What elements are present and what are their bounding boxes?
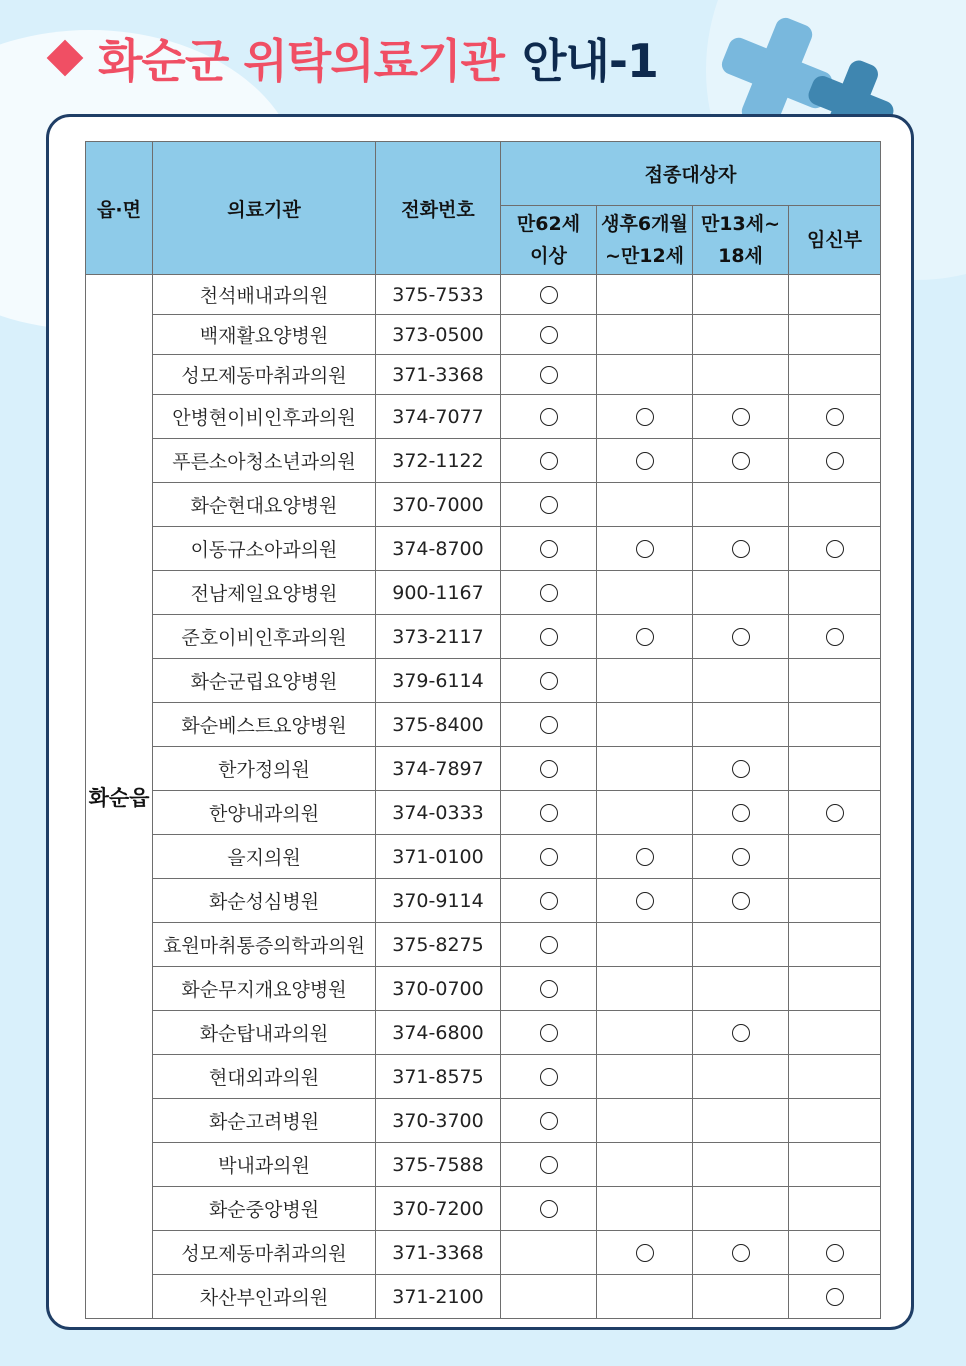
target-cell [501, 879, 597, 923]
circle-mark-icon [826, 1244, 844, 1262]
circle-mark-icon [732, 628, 750, 646]
circle-mark-icon [540, 628, 558, 646]
table-row [86, 1231, 881, 1275]
institution-name: 준호이비인후과의원 [153, 615, 376, 659]
phone-number: 374-6800 [376, 1011, 501, 1055]
circle-mark-icon [732, 540, 750, 558]
target-cell [597, 1143, 693, 1187]
circle-mark-icon [732, 452, 750, 470]
circle-mark-icon [732, 760, 750, 778]
phone-number: 371-2100 [376, 1275, 501, 1319]
table-row [86, 355, 881, 395]
circle-mark-icon [636, 848, 654, 866]
target-cell [501, 355, 597, 395]
circle-mark-icon [540, 848, 558, 866]
circle-mark-icon [540, 804, 558, 822]
phone-number: 370-7200 [376, 1187, 501, 1231]
institution-name: 화순고려병원 [153, 1099, 376, 1143]
target-cell [789, 527, 881, 571]
table-row [86, 791, 881, 835]
target-cell [501, 571, 597, 615]
circle-mark-icon [826, 408, 844, 426]
circle-mark-icon [540, 584, 558, 602]
target-cell [597, 791, 693, 835]
institution-name: 화순중앙병원 [153, 1187, 376, 1231]
target-cell [597, 703, 693, 747]
circle-mark-icon [540, 936, 558, 954]
circle-mark-icon [540, 672, 558, 690]
page-title [52, 28, 658, 88]
phone-number: 379-6114 [376, 659, 501, 703]
table-row [86, 439, 881, 483]
institution-name: 안병현이비인후과의원 [153, 395, 376, 439]
circle-mark-icon [732, 408, 750, 426]
institution-name: 화순탑내과의원 [153, 1011, 376, 1055]
target-cell [597, 1231, 693, 1275]
target-cell [501, 835, 597, 879]
target-cell [693, 439, 789, 483]
institution-name: 성모제동마취과의원 [153, 1231, 376, 1275]
institution-name: 차산부인과의원 [153, 1275, 376, 1319]
circle-mark-icon [732, 1244, 750, 1262]
target-cell [693, 879, 789, 923]
circle-mark-icon [540, 1068, 558, 1086]
target-cell [693, 703, 789, 747]
target-cell [789, 483, 881, 527]
institution-name: 을지의원 [153, 835, 376, 879]
target-cell [789, 835, 881, 879]
target-cell [501, 703, 597, 747]
table-row [86, 747, 881, 791]
phone-number: 371-3368 [376, 1231, 501, 1275]
circle-mark-icon [540, 540, 558, 558]
target-cell [693, 527, 789, 571]
institution-name: 화순현대요양병원 [153, 483, 376, 527]
target-cell [693, 967, 789, 1011]
table-row [86, 615, 881, 659]
circle-mark-icon [636, 408, 654, 426]
circle-mark-icon [732, 804, 750, 822]
phone-number: 370-0700 [376, 967, 501, 1011]
phone-number: 370-9114 [376, 879, 501, 923]
phone-number: 371-8575 [376, 1055, 501, 1099]
diamond-bullet-icon [47, 40, 84, 77]
target-cell [501, 615, 597, 659]
circle-mark-icon [540, 286, 558, 304]
target-cell [597, 1055, 693, 1099]
target-cell [501, 791, 597, 835]
circle-mark-icon [540, 1112, 558, 1130]
table-row [86, 879, 881, 923]
phone-number: 370-7000 [376, 483, 501, 527]
circle-mark-icon [540, 326, 558, 344]
target-cell [501, 659, 597, 703]
institution-name: 화순무지개요양병원 [153, 967, 376, 1011]
target-cell [597, 1275, 693, 1319]
table-row [86, 1011, 881, 1055]
table-row [86, 315, 881, 355]
target-cell [789, 439, 881, 483]
target-cell [501, 1055, 597, 1099]
table-row [86, 703, 881, 747]
circle-mark-icon [732, 1024, 750, 1042]
circle-mark-icon [732, 848, 750, 866]
header-phone: 전화번호 [376, 142, 501, 275]
table-row [86, 1275, 881, 1319]
circle-mark-icon [540, 1024, 558, 1042]
target-cell [789, 747, 881, 791]
institution-name: 성모제동마취과의원 [153, 355, 376, 395]
phone-number: 374-8700 [376, 527, 501, 571]
header-target-pregnant: 임신부 [789, 206, 881, 275]
target-cell [597, 835, 693, 879]
target-cell [597, 923, 693, 967]
circle-mark-icon [826, 628, 844, 646]
target-cell [597, 879, 693, 923]
target-cell [789, 791, 881, 835]
circle-mark-icon [540, 496, 558, 514]
institution-name: 화순군립요양병원 [153, 659, 376, 703]
phone-number: 375-7533 [376, 275, 501, 315]
target-cell [693, 835, 789, 879]
header-institution: 의료기관 [153, 142, 376, 275]
target-cell [501, 923, 597, 967]
target-cell [693, 791, 789, 835]
circle-mark-icon [636, 892, 654, 910]
circle-mark-icon [540, 892, 558, 910]
circle-mark-icon [540, 366, 558, 384]
target-cell [789, 1099, 881, 1143]
institution-name: 푸른소아청소년과의원 [153, 439, 376, 483]
target-cell [501, 315, 597, 355]
institution-name: 이동규소아과의원 [153, 527, 376, 571]
circle-mark-icon [826, 452, 844, 470]
target-cell [693, 315, 789, 355]
target-cell [501, 395, 597, 439]
target-cell [501, 1099, 597, 1143]
target-cell [501, 439, 597, 483]
table-row [86, 571, 881, 615]
table-row [86, 483, 881, 527]
target-cell [789, 355, 881, 395]
circle-mark-icon [540, 716, 558, 734]
phone-number: 372-1122 [376, 439, 501, 483]
target-cell [789, 395, 881, 439]
target-cell [693, 1143, 789, 1187]
target-cell [597, 615, 693, 659]
target-cell [501, 1187, 597, 1231]
target-cell [597, 747, 693, 791]
target-cell [789, 1187, 881, 1231]
institution-table [85, 141, 881, 1319]
phone-number: 374-7077 [376, 395, 501, 439]
header-region: 읍·면 [86, 142, 153, 275]
phone-number: 375-7588 [376, 1143, 501, 1187]
phone-number: 900-1167 [376, 571, 501, 615]
table-row [86, 1187, 881, 1231]
table-row [86, 967, 881, 1011]
table-row [86, 527, 881, 571]
target-cell [693, 571, 789, 615]
target-cell [597, 659, 693, 703]
circle-mark-icon [826, 804, 844, 822]
header-target-6mo-12: 생후6개월 ~만12세 [597, 206, 693, 275]
table-body [86, 275, 881, 1319]
institution-name: 천석배내과의원 [153, 275, 376, 315]
region-cell: 화순읍 [86, 275, 153, 1319]
target-cell [501, 1011, 597, 1055]
target-cell [693, 275, 789, 315]
target-cell [693, 1187, 789, 1231]
institution-name: 한양내과의원 [153, 791, 376, 835]
target-cell [789, 923, 881, 967]
institution-name: 화순베스트요양병원 [153, 703, 376, 747]
target-cell [597, 1187, 693, 1231]
target-cell [597, 439, 693, 483]
target-cell [789, 1143, 881, 1187]
circle-mark-icon [826, 540, 844, 558]
target-cell [597, 527, 693, 571]
institution-name: 효원마취통증의학과의원 [153, 923, 376, 967]
target-cell [693, 355, 789, 395]
target-cell [501, 1143, 597, 1187]
table-row [86, 1099, 881, 1143]
target-cell [789, 703, 881, 747]
target-cell [693, 747, 789, 791]
table-row [86, 659, 881, 703]
target-cell [501, 1231, 597, 1275]
target-cell [693, 483, 789, 527]
target-cell [693, 1099, 789, 1143]
target-cell [693, 923, 789, 967]
phone-number: 375-8400 [376, 703, 501, 747]
target-cell [693, 1011, 789, 1055]
target-cell [597, 395, 693, 439]
target-cell [597, 571, 693, 615]
table-row [86, 1143, 881, 1187]
circle-mark-icon [540, 980, 558, 998]
circle-mark-icon [540, 1156, 558, 1174]
header-target-13-18: 만13세~ 18세 [693, 206, 789, 275]
target-cell [693, 1275, 789, 1319]
target-cell [501, 483, 597, 527]
target-cell [789, 1275, 881, 1319]
circle-mark-icon [732, 892, 750, 910]
target-cell [789, 967, 881, 1011]
circle-mark-icon [826, 1288, 844, 1306]
phone-number: 374-7897 [376, 747, 501, 791]
target-cell [693, 615, 789, 659]
circle-mark-icon [540, 408, 558, 426]
target-cell [693, 1231, 789, 1275]
target-cell [789, 1011, 881, 1055]
phone-number: 374-0333 [376, 791, 501, 835]
target-cell [789, 571, 881, 615]
circle-mark-icon [540, 452, 558, 470]
target-cell [597, 483, 693, 527]
header-target-62plus: 만62세 이상 [501, 206, 597, 275]
target-cell [597, 1011, 693, 1055]
target-cell [501, 747, 597, 791]
institution-name: 백재활요양병원 [153, 315, 376, 355]
phone-number: 373-0500 [376, 315, 501, 355]
target-cell [597, 275, 693, 315]
target-cell [693, 395, 789, 439]
target-cell [789, 1055, 881, 1099]
title-highlight: 화순군 위탁의료기관 [98, 34, 504, 88]
target-cell [789, 615, 881, 659]
institution-name: 전남제일요양병원 [153, 571, 376, 615]
target-cell [597, 315, 693, 355]
phone-number: 370-3700 [376, 1099, 501, 1143]
circle-mark-icon [540, 760, 558, 778]
table-row [86, 923, 881, 967]
target-cell [789, 315, 881, 355]
target-cell [789, 275, 881, 315]
target-cell [501, 527, 597, 571]
table-row [86, 275, 881, 315]
institution-name: 화순성심병원 [153, 879, 376, 923]
table-row [86, 395, 881, 439]
phone-number: 371-3368 [376, 355, 501, 395]
target-cell [501, 275, 597, 315]
institution-name: 한가정의원 [153, 747, 376, 791]
target-cell [693, 659, 789, 703]
target-cell [789, 659, 881, 703]
target-cell [693, 1055, 789, 1099]
circle-mark-icon [636, 452, 654, 470]
target-cell [789, 1231, 881, 1275]
target-cell [789, 879, 881, 923]
circle-mark-icon [636, 540, 654, 558]
institution-name: 현대외과의원 [153, 1055, 376, 1099]
title-rest: 안내-1 [521, 34, 658, 88]
circle-mark-icon [636, 1244, 654, 1262]
target-cell [597, 355, 693, 395]
table-row [86, 835, 881, 879]
circle-mark-icon [540, 1200, 558, 1218]
institution-name: 박내과의원 [153, 1143, 376, 1187]
phone-number: 371-0100 [376, 835, 501, 879]
target-cell [597, 1099, 693, 1143]
header-target-group: 접종대상자 [501, 142, 881, 206]
target-cell [501, 967, 597, 1011]
table-row [86, 1055, 881, 1099]
target-cell [597, 967, 693, 1011]
target-cell [501, 1275, 597, 1319]
circle-mark-icon [636, 628, 654, 646]
phone-number: 375-8275 [376, 923, 501, 967]
phone-number: 373-2117 [376, 615, 501, 659]
